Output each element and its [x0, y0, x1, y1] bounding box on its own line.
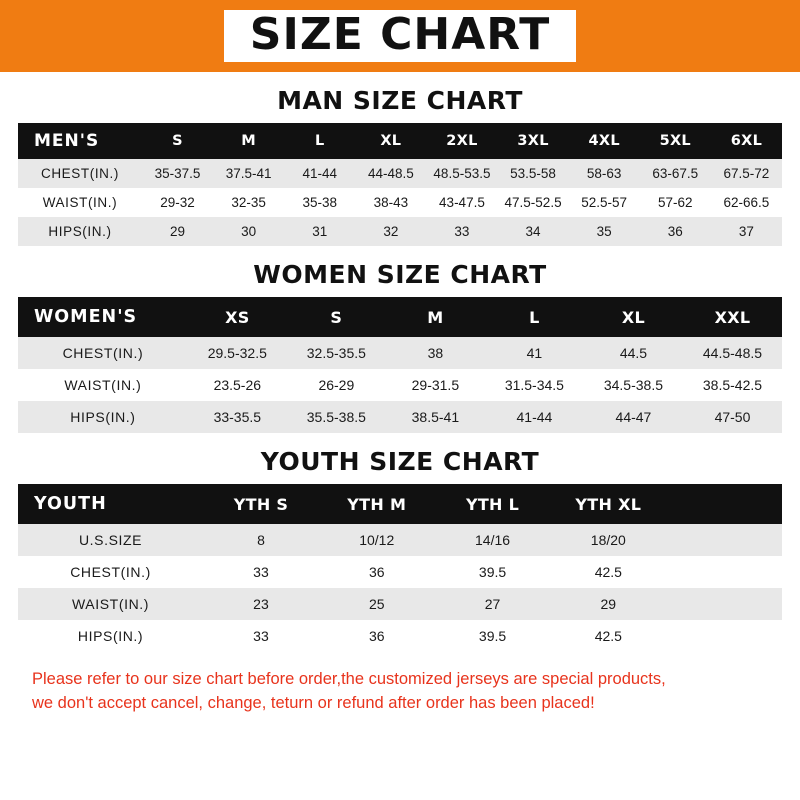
cell: 44-47: [584, 401, 683, 433]
cell: 14/16: [435, 524, 551, 556]
section-youth-size-chart: [18, 447, 782, 652]
row-label-chest: CHEST(IN.): [18, 337, 188, 369]
cell: [666, 556, 782, 588]
col-header-xl: XL: [584, 297, 683, 337]
cell: 41: [485, 337, 584, 369]
cell: 32.5-35.5: [287, 337, 386, 369]
cell: 62-66.5: [711, 188, 782, 217]
cell: 31.5-34.5: [485, 369, 584, 401]
page-title: SIZE CHART: [224, 10, 576, 62]
cell: 26-29: [287, 369, 386, 401]
header-band-right-edge: [772, 0, 800, 72]
cell: 35.5-38.5: [287, 401, 386, 433]
cell: 23: [203, 588, 319, 620]
cell: 34.5-38.5: [584, 369, 683, 401]
cell: 44-48.5: [355, 159, 426, 188]
table-row: [18, 337, 782, 369]
section-women-size-chart: [18, 260, 782, 433]
youth-size-table: [18, 484, 782, 652]
col-header-xxl: XXL: [683, 297, 782, 337]
section-title-women: WOMEN SIZE CHART: [253, 260, 547, 289]
col-header-yth-m: YTH M: [319, 484, 435, 524]
table-row: [18, 217, 782, 246]
col-header-youth: YOUTH: [18, 484, 203, 524]
cell: 30: [213, 217, 284, 246]
cell: 36: [640, 217, 711, 246]
order-policy-notice: [18, 668, 782, 716]
chart-content: [0, 86, 800, 716]
cell: 8: [203, 524, 319, 556]
cell: 31: [284, 217, 355, 246]
women-size-table: [18, 297, 782, 433]
header-band: [0, 0, 800, 72]
cell: 33: [203, 620, 319, 652]
col-header-2xl: 2XL: [426, 123, 497, 159]
cell: 52.5-57: [569, 188, 640, 217]
cell: 10/12: [319, 524, 435, 556]
cell: 29.5-32.5: [188, 337, 287, 369]
cell: 42.5: [550, 556, 666, 588]
section-man-size-chart: [18, 86, 782, 246]
notice-line-2: we don't accept cancel, change, teturn or refund after order has been placed!: [32, 693, 595, 712]
cell: 25: [319, 588, 435, 620]
col-header-yth-l: YTH L: [435, 484, 551, 524]
col-header-yth-s: YTH S: [203, 484, 319, 524]
col-header-l: L: [284, 123, 355, 159]
cell: 47-50: [683, 401, 782, 433]
col-header-l: L: [485, 297, 584, 337]
table-row: [18, 369, 782, 401]
col-header-s: S: [142, 123, 213, 159]
cell: 23.5-26: [188, 369, 287, 401]
cell: 33: [426, 217, 497, 246]
col-header-xs: XS: [188, 297, 287, 337]
col-header-empty: [666, 484, 782, 524]
cell: 38: [386, 337, 485, 369]
table-row: [18, 401, 782, 433]
cell: 29: [550, 588, 666, 620]
cell: 63-67.5: [640, 159, 711, 188]
row-label-waist: WAIST(IN.): [18, 188, 142, 217]
col-header-s: S: [287, 297, 386, 337]
table-header-row: [18, 297, 782, 337]
row-label-chest: CHEST(IN.): [18, 159, 142, 188]
header-band-left-edge: [0, 0, 28, 72]
cell: 41-44: [284, 159, 355, 188]
cell: 44.5-48.5: [683, 337, 782, 369]
col-header-5xl: 5XL: [640, 123, 711, 159]
cell: 36: [319, 620, 435, 652]
cell: 57-62: [640, 188, 711, 217]
row-label-waist: WAIST(IN.): [18, 588, 203, 620]
cell: 29: [142, 217, 213, 246]
cell: [666, 524, 782, 556]
cell: 48.5-53.5: [426, 159, 497, 188]
cell: 33-35.5: [188, 401, 287, 433]
cell: 58-63: [569, 159, 640, 188]
row-label-hips: HIPS(IN.): [18, 217, 142, 246]
row-label-chest: CHEST(IN.): [18, 556, 203, 588]
cell: 38.5-42.5: [683, 369, 782, 401]
cell: 29-32: [142, 188, 213, 217]
man-size-table: [18, 123, 782, 246]
table-header-row: [18, 484, 782, 524]
cell: 32-35: [213, 188, 284, 217]
table-row: [18, 556, 782, 588]
col-header-6xl: 6XL: [711, 123, 782, 159]
cell: [666, 620, 782, 652]
table-header-row: [18, 123, 782, 159]
section-title-man: MAN SIZE CHART: [277, 86, 523, 115]
cell: 37: [711, 217, 782, 246]
cell: 29-31.5: [386, 369, 485, 401]
cell: 44.5: [584, 337, 683, 369]
cell: 35: [569, 217, 640, 246]
cell: 34: [498, 217, 569, 246]
col-header-xl: XL: [355, 123, 426, 159]
cell: 37.5-41: [213, 159, 284, 188]
table-row: [18, 159, 782, 188]
cell: 27: [435, 588, 551, 620]
row-label-us-size: U.S.SIZE: [18, 524, 203, 556]
cell: 67.5-72: [711, 159, 782, 188]
cell: 53.5-58: [498, 159, 569, 188]
cell: 35-37.5: [142, 159, 213, 188]
row-label-hips: HIPS(IN.): [18, 401, 188, 433]
cell: [666, 588, 782, 620]
row-label-hips: HIPS(IN.): [18, 620, 203, 652]
table-row: [18, 620, 782, 652]
cell: 39.5: [435, 620, 551, 652]
table-row: [18, 588, 782, 620]
notice-line-1: Please refer to our size chart before order,the customized jerseys are special products,: [32, 670, 666, 688]
cell: 36: [319, 556, 435, 588]
cell: 33: [203, 556, 319, 588]
col-header-4xl: 4XL: [569, 123, 640, 159]
cell: 18/20: [550, 524, 666, 556]
section-title-youth: YOUTH SIZE CHART: [260, 447, 540, 476]
row-label-waist: WAIST(IN.): [18, 369, 188, 401]
table-row: [18, 524, 782, 556]
col-header-mens: MEN'S: [18, 123, 142, 159]
col-header-3xl: 3XL: [498, 123, 569, 159]
cell: 32: [355, 217, 426, 246]
cell: 41-44: [485, 401, 584, 433]
cell: 35-38: [284, 188, 355, 217]
cell: 47.5-52.5: [498, 188, 569, 217]
cell: 43-47.5: [426, 188, 497, 217]
col-header-womens: WOMEN'S: [18, 297, 188, 337]
cell: 38.5-41: [386, 401, 485, 433]
table-row: [18, 188, 782, 217]
cell: 42.5: [550, 620, 666, 652]
col-header-yth-xl: YTH XL: [550, 484, 666, 524]
col-header-m: M: [213, 123, 284, 159]
col-header-m: M: [386, 297, 485, 337]
cell: 38-43: [355, 188, 426, 217]
cell: 39.5: [435, 556, 551, 588]
